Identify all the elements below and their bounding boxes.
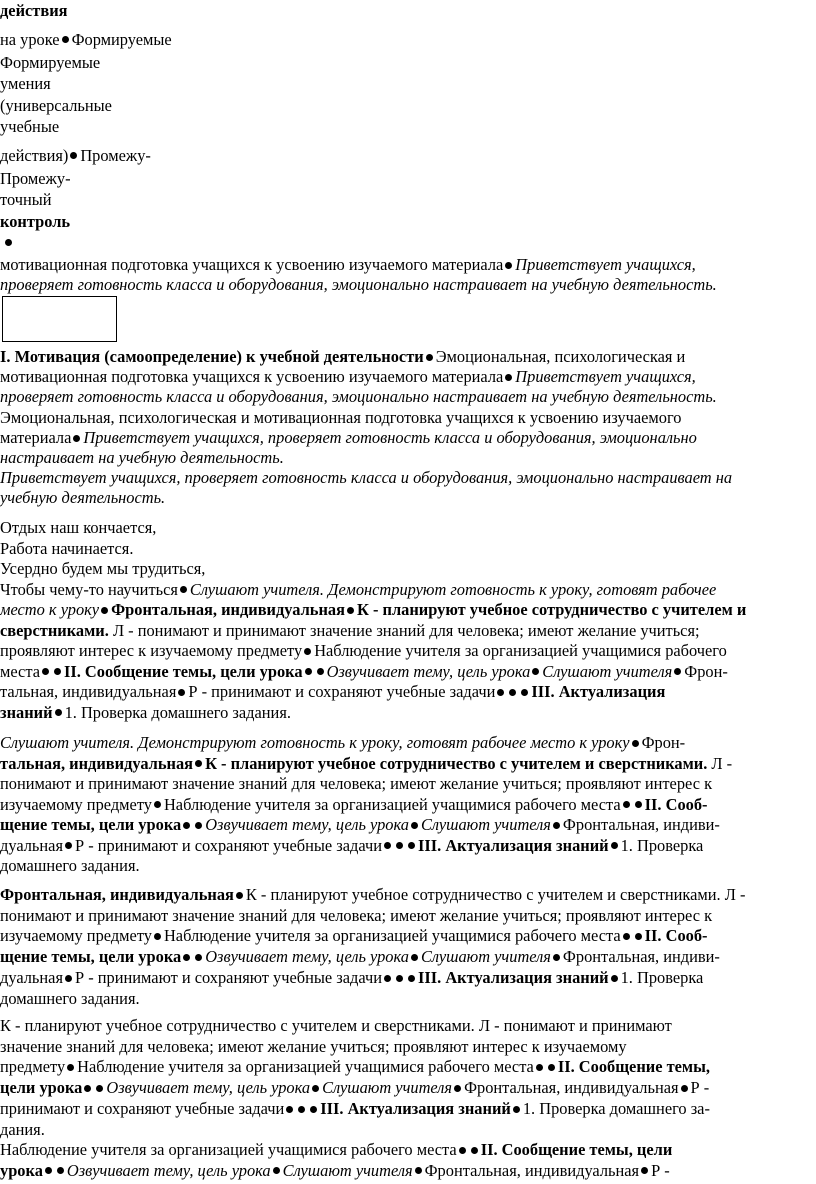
bullet-icon: [154, 801, 161, 808]
bullet-icon: [536, 1064, 543, 1071]
bullet-icon: [635, 933, 642, 940]
bullet-icon: [471, 1147, 478, 1154]
bullet-icon: [55, 709, 62, 716]
poem-line: Работа начинается.: [0, 538, 134, 558]
bullet-icon: [532, 668, 539, 675]
bullet-icon: [70, 152, 77, 159]
poem-line: Отдых наш кончается,: [0, 518, 157, 537]
paragraph-poem: Отдых наш кончается, Работа начинается. Усердно будем мы трудиться, Чтобы чему-то научиться Слушают учителя. Демонстрируют готовность к уроку, готовят рабочее место к уроку Фронтальная, индивидуальная К - планируют учебное сотрудничество с учителем и сверстниками. Л - понимают и принимают значение знаний для человека; имеют желание учиться; проявляют интерес к изучаемому предмету Наблюдение учителя за организацией учащимися рабочего места II. Сообщение темы, цели урока Озвучивает тему, цель урока Слушают учителя Фрон- тальная, индивидуальная Р - принимают и сохраняют учебные задачи III. Актуализация знаний 1. Проверка домашнего задания.: [0, 518, 747, 722]
poem-line: Усердно будем мы трудиться,: [0, 559, 206, 578]
bullet-icon: [408, 842, 415, 849]
bullet-icon: [623, 933, 630, 940]
bullet-icon: [415, 1167, 422, 1174]
bullet-icon: [195, 822, 202, 829]
bullet-icon: [304, 648, 311, 655]
bullet-icon: [553, 822, 560, 829]
bullet-icon: [195, 760, 202, 767]
paragraph-motivation: I. Мотивация (самоопределение) к учебной деятельности Эмоциональная, психологическая и мотивационная подготовка учащихся к усвоению изучаемого материала Приветствует учащихся, проверяет готовность класса и оборудования, эмоционально настраивает на учебную деятельность. Эмоциональная, психологическая и мотивационная подготовка учащихся к усвоению изучаемого материала Приветствует учащихся, проверяет готовность класса и оборудования, эмоционально настраивает на учебную деятельность. Приветствует учащихся, проверяет готовность класса и оборудования, эмоционально настраивает на учебную деятельность.: [0, 347, 733, 508]
header-line: на уроке Формируемые: [0, 29, 172, 49]
paragraph-block-6: К - планируют учебное сотрудничество с учителем и сверстниками. Л - понимают и принимают значение знаний для человека; имеют желание учиться; проявляют интерес к изучаемому предмету Наблюдение учителя за организацией учащимися рабочего места II. Сообщение темы, цели урока Озвучивает тему, цель урока Слушают учителя Фронтальная, индивидуальная Р - принимают и сохраняют учебные задачи III. Актуализация знаний 1. Проверка домашнего за- дания.: [0, 1016, 710, 1139]
bullet-icon: [459, 1147, 466, 1154]
header-line: (универсальные: [0, 95, 112, 115]
bullet-icon: [408, 975, 415, 982]
header-line: Промежу-: [0, 168, 71, 188]
bullet-icon: [286, 1106, 293, 1113]
bullet-icon: [310, 1106, 317, 1113]
bullet-icon: [611, 975, 618, 982]
bullet-icon: [623, 801, 630, 808]
paragraph-block-4: Слушают учителя. Демонстрируют готовность к уроку, готовят рабочее место к уроку Фрон- тальная, индивидуальная К - планируют учебное сотрудничество с учителем и сверстниками. Л - понимают и принимают значение знаний для человека; имеют желание учиться; проявляют интерес к изучаемому предмету Наблюдение учителя за организацией учащимися рабочего места II. Сооб- щение темы, цели урока Озвучивает тему, цель урока Слушают учителя Фронтальная, индиви- дуальная Р - принимают и сохраняют учебные задачи III. Актуализация знаний 1. Проверка домашнего задания.: [0, 733, 733, 875]
bullet-icon: [42, 668, 49, 675]
bullet-icon: [505, 262, 512, 269]
header-line: Формируемые: [0, 52, 101, 72]
bullet-icon: [497, 689, 504, 696]
header-line: умения: [0, 74, 51, 93]
bullet-icon: [396, 842, 403, 849]
header-fragments: [0, 0, 300, 232]
empty-table-cell: [2, 296, 117, 342]
bullet-icon: [5, 239, 12, 246]
bullet-icon: [67, 1064, 74, 1071]
bullet-icon: [454, 1085, 461, 1092]
paragraph-motivation-short: мотивационная подготовка учащихся к усвоению изучаемого материала Приветствует учащихся, проверяет готовность класса и оборудования, эмоционально настраивает на учебную деятельность.: [0, 255, 717, 295]
header-line: контроль: [0, 211, 71, 231]
bullet-icon: [65, 842, 72, 849]
bullet-icon: [96, 1085, 103, 1092]
bullet-icon: [62, 36, 69, 43]
bullet-icon: [73, 435, 80, 442]
paragraph-block-5: Фронтальная, индивидуальная К - планируют учебное сотрудничество с учителем и сверстниками. Л - понимают и принимают значение знаний для человека; имеют желание учиться; проявляют интерес к изучаемому предмету Наблюдение учителя за организацией учащимися рабочего места II. Сооб- щение темы, цели урока Озвучивает тему, цель урока Слушают учителя Фронтальная, индиви- дуальная Р - принимают и сохраняют учебные задачи III. Актуализация знаний 1. Проверка домашнего задания.: [0, 885, 746, 1008]
poem-line: Чтобы чему-то научиться: [0, 579, 178, 599]
bullet-icon: [180, 586, 187, 593]
bullet-icon: [65, 975, 72, 982]
bullet-icon: [396, 975, 403, 982]
bullet-icon: [347, 607, 354, 614]
bullet-icon: [411, 954, 418, 961]
bullet-icon: [635, 801, 642, 808]
header-line: точный: [0, 190, 52, 209]
bullet-icon: [611, 842, 618, 849]
bullet-icon: [509, 689, 516, 696]
bullet-icon: [273, 1167, 280, 1174]
bullet-icon: [548, 1064, 555, 1071]
bullet-icon: [298, 1106, 305, 1113]
bullet-icon: [674, 668, 681, 675]
bullet-icon: [57, 1167, 64, 1174]
bullet-icon: [384, 842, 391, 849]
bullet-icon: [312, 1085, 319, 1092]
bullet-icon: [84, 1085, 91, 1092]
bullet-icon: [236, 892, 243, 899]
bullet-icon: [411, 822, 418, 829]
bullet-icon: [521, 689, 528, 696]
bullet-icon: [553, 954, 560, 961]
bullet-icon: [632, 740, 639, 747]
bullet-icon: [183, 954, 190, 961]
bullet-icon: [154, 933, 161, 940]
bullet-icon: [45, 1167, 52, 1174]
bullet-icon: [426, 354, 433, 361]
header-line: учебные: [0, 117, 60, 136]
bullet-icon: [505, 374, 512, 381]
bullet-icon: [101, 607, 108, 614]
bullet-icon: [317, 668, 324, 675]
bullet-icon: [681, 1085, 688, 1092]
bullet-icon: [384, 975, 391, 982]
bullet-icon: [54, 668, 61, 675]
bullet-icon: [513, 1106, 520, 1113]
header-line: действия: [0, 1, 68, 20]
paragraph-block-7: Наблюдение учителя за организацией учащимися рабочего места II. Сообщение темы, цели урока Озвучивает тему, цель урока Слушают учителя Фронтальная, индивидуальная Р -: [0, 1140, 673, 1180]
bullet-icon: [178, 689, 185, 696]
bullet-icon: [195, 954, 202, 961]
bullet-icon: [305, 668, 312, 675]
header-line: действия) Промежу-: [0, 145, 151, 165]
bullet-icon: [641, 1167, 648, 1174]
bullet-icon: [183, 822, 190, 829]
